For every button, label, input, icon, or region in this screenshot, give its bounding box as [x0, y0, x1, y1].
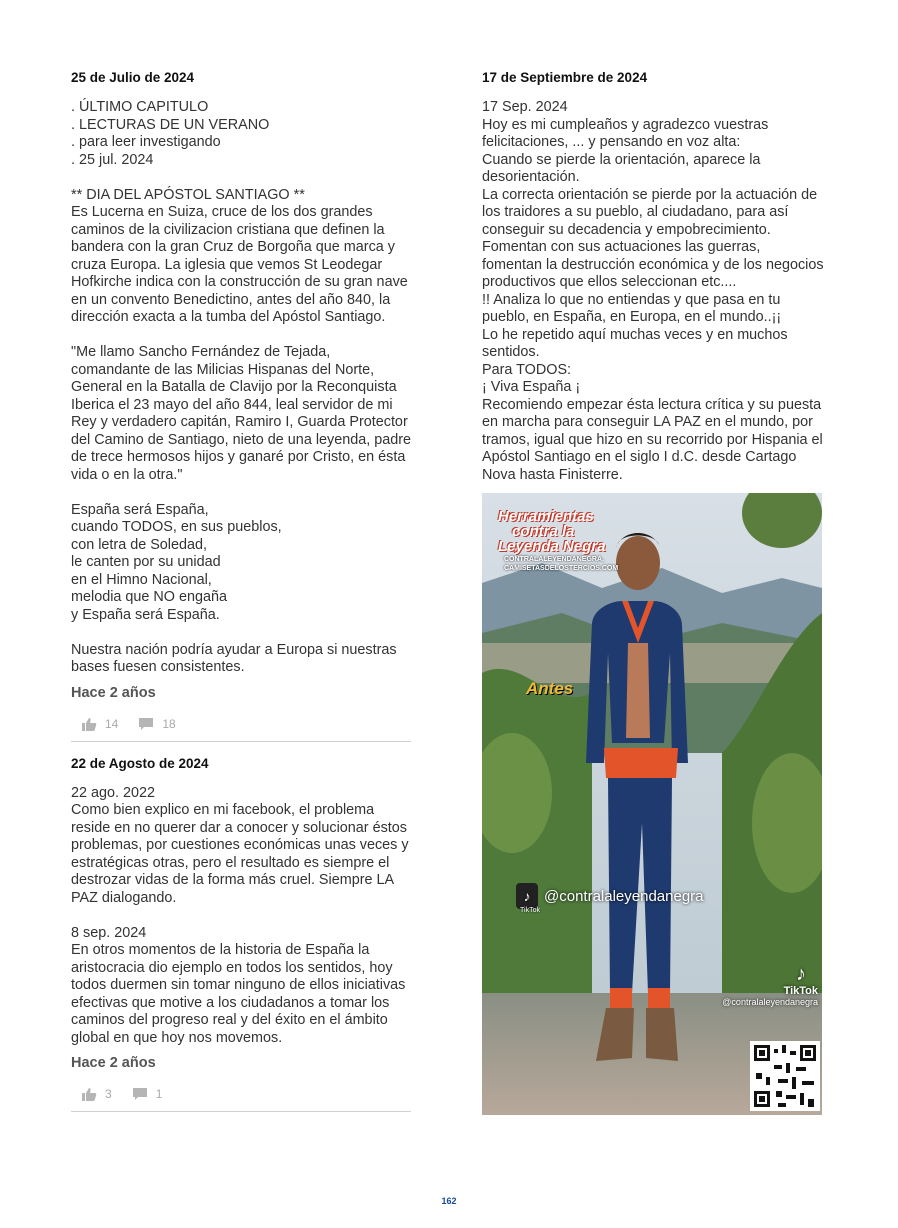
like-count: 3 — [105, 1087, 112, 1101]
photo-title — [498, 509, 606, 554]
page-number: 162 — [441, 1196, 457, 1206]
reactions-bar — [81, 1083, 413, 1105]
post-paragraph: Nuestra nación podría ayudar a Europa si nuestras bases fuesen consistentes. — [71, 641, 397, 675]
post-date: 17 de Septiembre de 2024 — [482, 70, 648, 85]
photo-title-line: Herramientas — [498, 508, 594, 525]
tiktok-label: TikTok — [783, 985, 818, 997]
photo-site-text — [504, 555, 618, 573]
post-date: 25 de Julio de 2024 — [71, 70, 195, 85]
photo-illustration — [482, 493, 822, 1115]
site-line: CONTRALALEYENDANEGRA. — [504, 556, 604, 563]
thumbs-up-icon[interactable] — [81, 1087, 97, 1101]
like-count: 14 — [105, 716, 119, 731]
post-paragraph: 17 Sep. 2024 Hoy es mi cumpleaños y agradezco vuestras felicitaciones, ... y pensando en voz alta: Cuando se pierde la orientación, aparece la desorientación. La correcta orientación se pierde por la actuación de los traidores a su pueblo, al ciudadano, para así conseguir su decadencia y empobrecimiento. Fomentan con sus actuaciones las guerras, fomentan la destrucción económica y de los negocios productivos que ellos seleccionan etc.... !! Analiza lo que no entiendas y que pasa en tu pueblo, en España, en Europa, en el mundo..¡¡ Lo he repetido aquí muchas veces y en muchos sentidos. Para TODOS: ¡ Viva España ¡ Recomiendo empezar ésta lectura crítica y su puesta en marcha para conseguir LA PAZ en el mundo, por tramos, igual que hizo en su recorrido por Hispania el Apóstol Santiago en el siglo I d.C. desde Cartago Nova hasta Finisterre. — [482, 99, 824, 483]
comment-count: 1 — [155, 1087, 163, 1101]
comment-count: 18 — [162, 716, 176, 731]
reactions-bar — [81, 713, 413, 735]
tiktok-handle: @contralaleyendanegra — [722, 997, 818, 1007]
divider — [71, 741, 411, 742]
comment-icon[interactable] — [132, 1087, 148, 1101]
photo-title-line: contra la — [512, 523, 575, 540]
post-paragraph: "Me llamo Sancho Fernández de Tejada, comandante de las Milicias Hispanas del Norte, General en la Batalla de Clavijo por la Reconquista Iberica el 23 mayo del año 844, leal servidor de mi Rey y verdadero capitán, Ramiro I, Guarda Protector del Camino de Santiago, nieto de una leyenda, padre de trece hermosos hijos y ganaré por Cristo, en ésta vida o en la otra." — [71, 344, 412, 483]
post-date: 22 de Agosto de 2024 — [71, 755, 209, 771]
post-25-julio — [71, 70, 413, 742]
comment-icon[interactable] — [138, 717, 154, 731]
post-paragraph: 22 ago. 2022 Como bien explico en mi facebook, el problema reside en no querer dar a conocer y solucionar éstos problemas, por cuestiones económicas unas veces y estratégicas otras, pero el resultado es siempre el destrozar vidas de la forma más cruel. Siempre LA PAZ dialogando. — [71, 784, 409, 906]
post-age: Hace 2 años — [71, 684, 156, 701]
tiktok-small-label: TikTok — [520, 907, 540, 914]
photo-antes-label: Antes — [526, 679, 574, 698]
divider — [71, 1111, 411, 1112]
photo-handle — [516, 883, 704, 909]
site-line: CAMISETASDELOSTERCIOS.COM — [504, 565, 619, 572]
photo-handle-text: @contralaleyendanegra — [544, 887, 704, 905]
post-22-agosto — [71, 756, 413, 1113]
thumbs-up-icon[interactable] — [81, 717, 97, 731]
left-column — [71, 70, 413, 1126]
tiktok-icon: ♪ — [796, 963, 806, 985]
post-photo[interactable] — [482, 493, 822, 1115]
post-paragraph: 8 sep. 2024 En otros momentos de la historia de España la aristocracia dio ejemplo en todos los sentidos, hoy todos duermen sin tomar ninguno de ellos iniciativas efectivas que motive a los ciudadanos a tomar los caminos del progreso real y del éxito en el ámbito global en que hoy nos movemos. — [71, 924, 406, 1046]
post-paragraph: . ÚLTIMO CAPITULO . LECTURAS DE UN VERANO . para leer investigando . 25 jul. 2024 — [71, 99, 270, 168]
photo-title-line: Leyenda Negra — [498, 538, 606, 555]
right-column — [482, 70, 824, 1115]
post-age: Hace 2 años — [71, 1055, 156, 1071]
tiktok-watermark — [722, 963, 818, 1007]
tiktok-icon: ♪ — [516, 883, 538, 909]
post-paragraph: ** DIA DEL APÓSTOL SANTIAGO ** Es Lucerna en Suiza, cruce de los dos grandes caminos de la civilizacion cristiana que definen la bandera con la gran Cruz de Borgoña que marca y cruza Europa. La iglesia que vemos St Leodegar Hofkirche indica con la construcción de su gran nave en un convento Benedictino, antes del año 840, la dirección exacta a la tumba del Apóstol Santiago. — [71, 186, 408, 325]
post-paragraph: España será España, cuando TODOS, en sus pueblos, con letra de Soledad, le canten por su unidad en el Himno Nacional, melodia que NO engaña y España será España. — [71, 501, 282, 623]
